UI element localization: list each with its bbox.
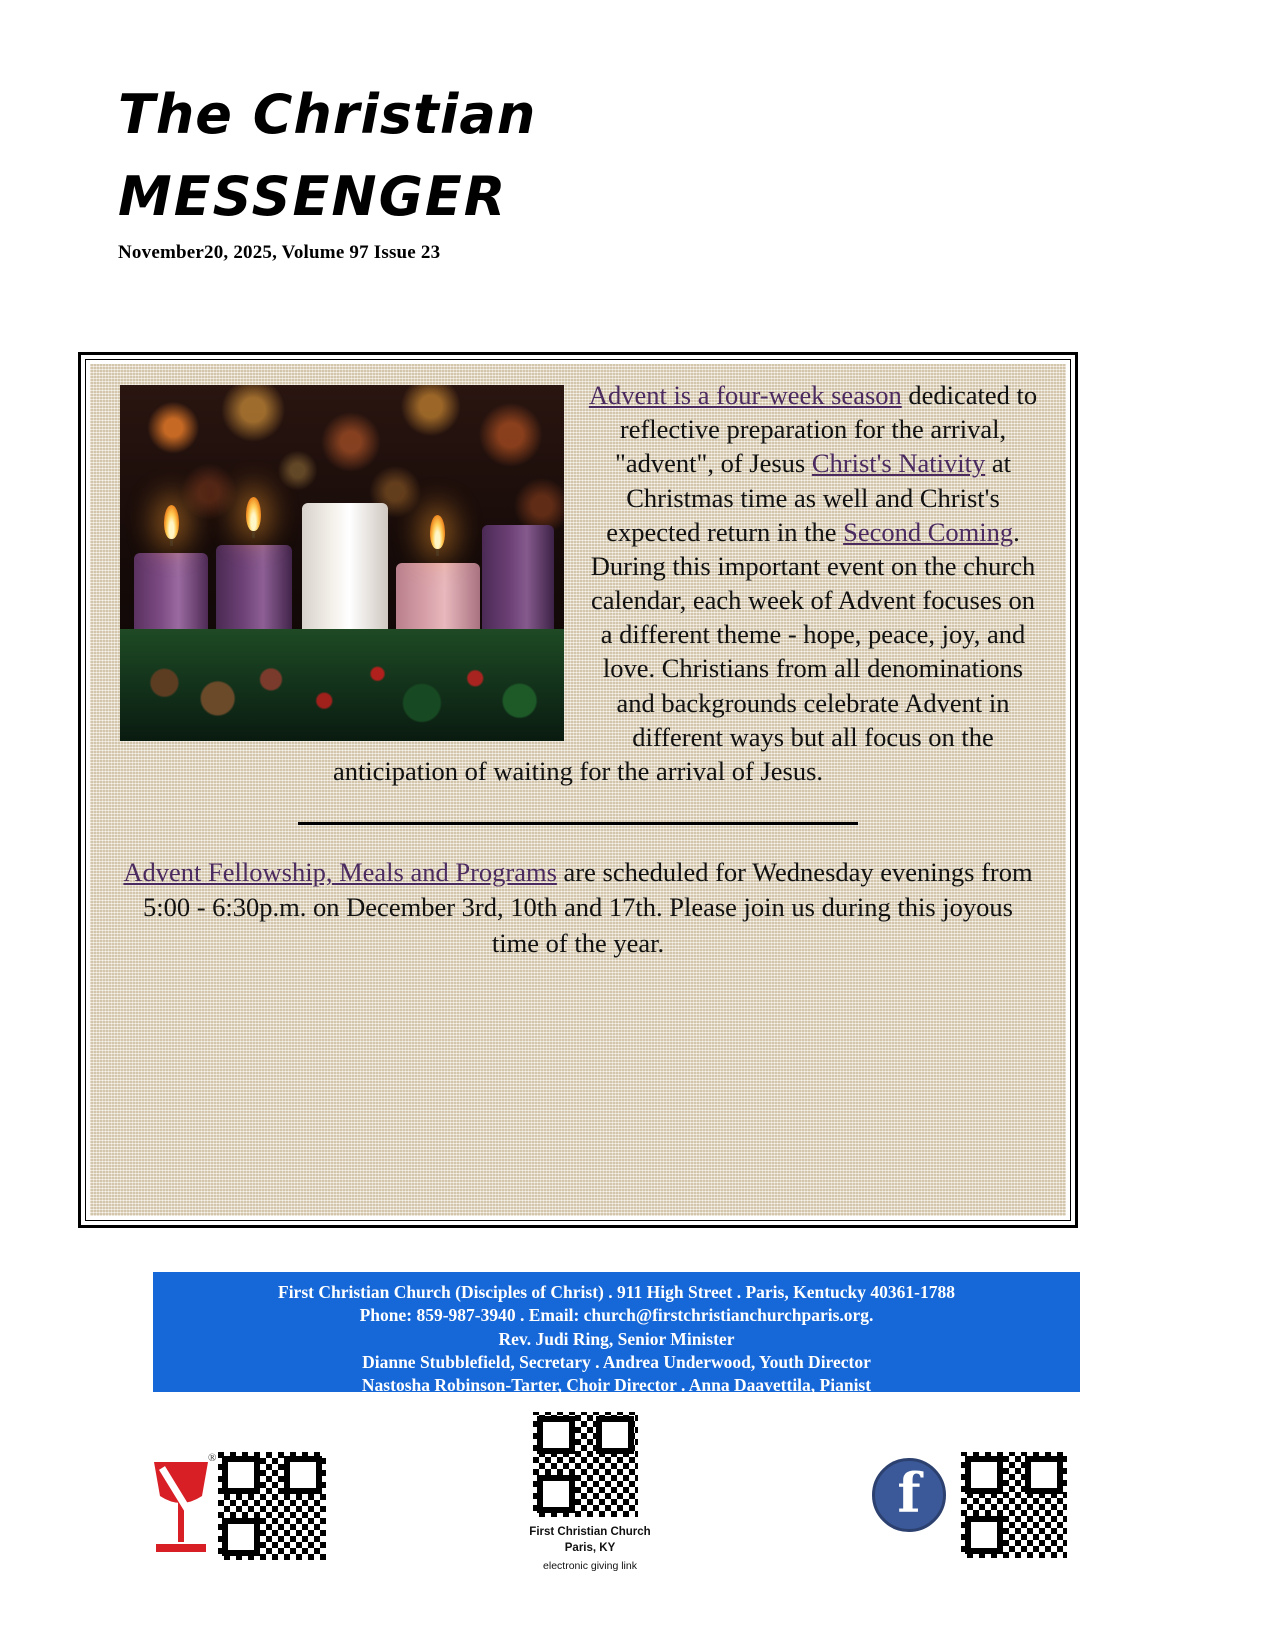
advent-candles-image bbox=[120, 385, 564, 741]
qr-finder-bottom-left bbox=[222, 1518, 260, 1556]
wreath-greenery bbox=[120, 629, 564, 741]
issue-line: November20, 2025, Volume 97 Issue 23 bbox=[118, 242, 441, 263]
qr-finder-bottom-left bbox=[965, 1516, 1003, 1554]
qr-finder-bottom-left bbox=[537, 1475, 575, 1513]
flame-1 bbox=[164, 505, 179, 539]
panel-body bbox=[90, 364, 1066, 1216]
advent-season-link[interactable]: Advent is a four-week season bbox=[588, 380, 902, 410]
article-text-4: are scheduled for Wednesday evenings from 5:00 - 6:30p.m. on December 3rd, 10th and 17th. Please join us during this joyous time of the year. bbox=[143, 857, 1033, 958]
flame-2 bbox=[246, 497, 261, 531]
giving-caption-line2: Paris, KY bbox=[564, 1542, 616, 1555]
christs-nativity-link[interactable]: Christ's Nativity bbox=[811, 448, 986, 479]
section-divider bbox=[298, 822, 858, 825]
article-text-1: dedicated to reflective preparation for the arrival, "advent", of Jesus bbox=[615, 380, 1038, 479]
contact-line-minister: Rev. Judi Ring, Senior Minister bbox=[498, 1328, 735, 1349]
giving-link-caption bbox=[510, 1524, 670, 1575]
contact-line-staff-1: Dianne Stubblefield, Secretary . Andrea Underwood, Youth Director bbox=[362, 1351, 871, 1372]
qr-code-giving[interactable] bbox=[533, 1412, 638, 1517]
masthead bbox=[118, 83, 1018, 264]
flame-3 bbox=[430, 515, 445, 549]
contact-line-staff-2: Nastosha Robinson-Tarter, Choir Director . Anna Daavettila, Pianist bbox=[361, 1375, 872, 1396]
article-text-2: at Christmas time as well and Christ's expected return in the bbox=[606, 448, 1011, 547]
article-text-3: . During this important event on the church calendar, each week of Advent focuses on a different theme - hope, peace, joy, and love. Christians from all denominations and backgrounds celebrate Advent in different ways but all focus on the anticipation of waiting for the arrival of Jesus. bbox=[332, 516, 1036, 786]
chalice-icon bbox=[148, 1456, 214, 1554]
second-coming-link[interactable]: Second Coming bbox=[843, 516, 1014, 547]
facebook-icon[interactable] bbox=[872, 1458, 946, 1532]
panel-inner-border bbox=[85, 359, 1071, 1221]
giving-caption-line3: electronic giving link bbox=[543, 1560, 637, 1573]
newsletter-title-line2: MESSENGER bbox=[118, 165, 508, 228]
article-paragraph-2 bbox=[118, 855, 1038, 961]
contact-information-bar bbox=[153, 1272, 1080, 1396]
advent-fellowship-link[interactable]: Advent Fellowship, Meals and Programs bbox=[123, 857, 557, 888]
contact-line-address: First Christian Church (Disciples of Christ) . 911 High Street . Paris, Kentucky 40361-1788 bbox=[278, 1282, 955, 1302]
contact-line-phone-email: Phone: 859-987-3940 . Email: church@firstchristianchurchparis.org. bbox=[359, 1305, 874, 1326]
qr-code-facebook[interactable] bbox=[961, 1452, 1067, 1558]
newsletter-title-line1: The Christian bbox=[118, 83, 537, 146]
qr-code-website[interactable] bbox=[218, 1452, 326, 1560]
giving-caption-line1: First Christian Church bbox=[529, 1526, 651, 1538]
facebook-glyph: f bbox=[897, 1461, 921, 1525]
registered-trademark-symbol: ® bbox=[208, 1452, 217, 1464]
footer-icons bbox=[0, 1404, 1275, 1644]
main-article-panel bbox=[78, 352, 1078, 1228]
